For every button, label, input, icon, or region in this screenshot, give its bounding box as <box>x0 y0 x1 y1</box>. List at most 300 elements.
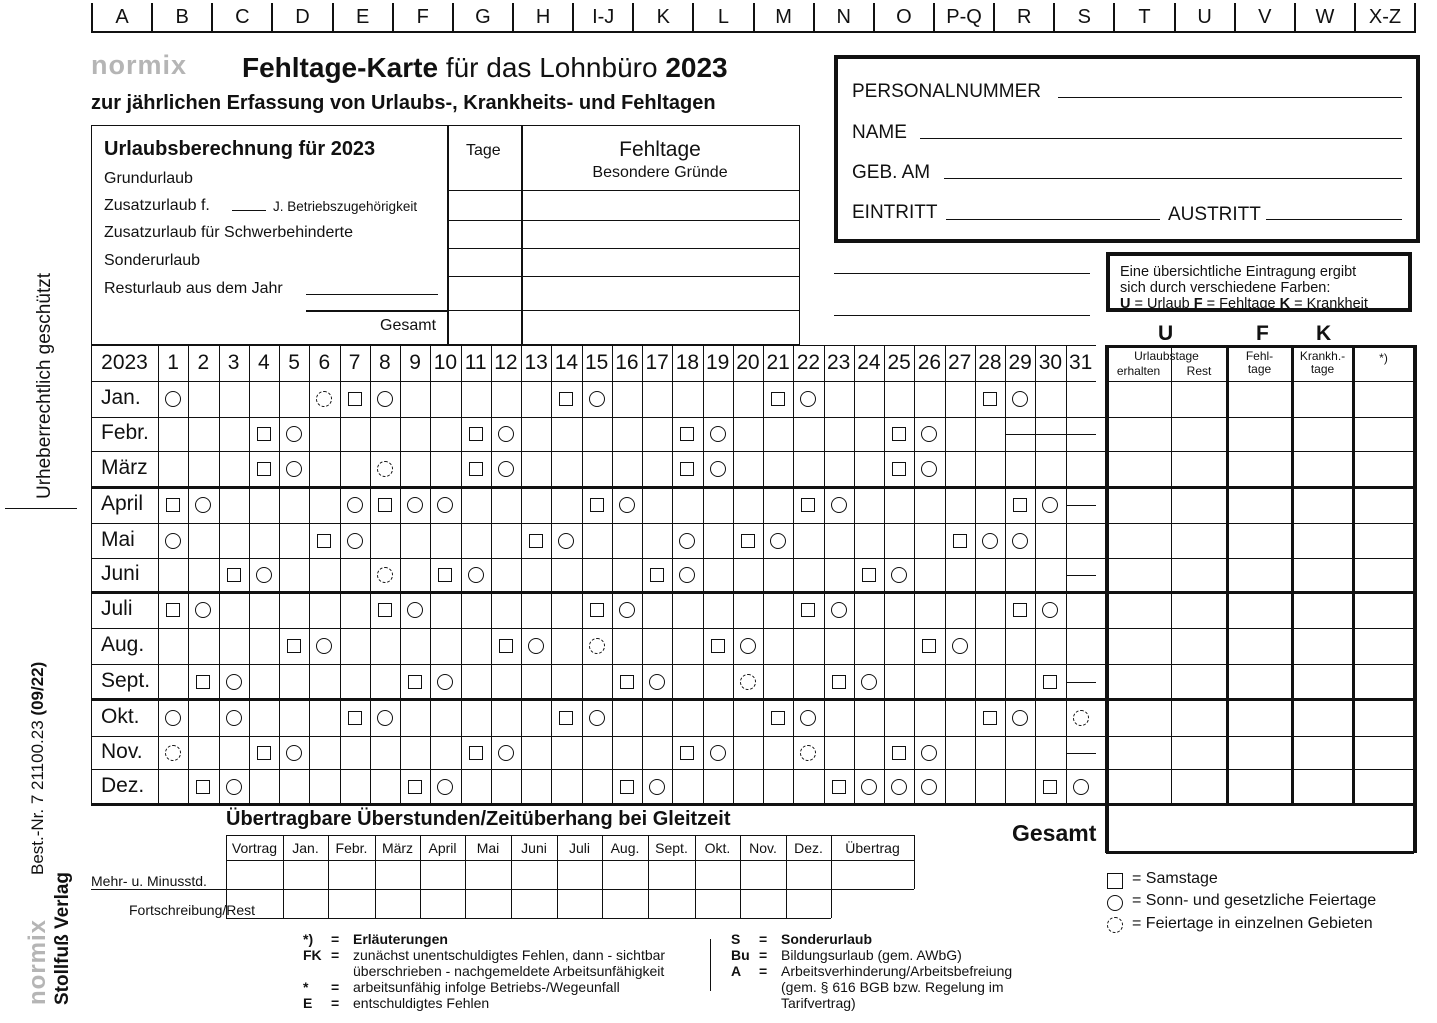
day-cell[interactable] <box>914 487 944 523</box>
day-cell[interactable] <box>340 558 370 592</box>
day-cell[interactable] <box>400 417 430 451</box>
day-cell[interactable] <box>188 769 218 804</box>
day-cell[interactable] <box>340 381 370 417</box>
day-cell[interactable] <box>1005 523 1035 558</box>
day-cell[interactable] <box>491 699 521 736</box>
name-field[interactable] <box>920 138 1402 139</box>
day-cell[interactable] <box>400 628 430 664</box>
day-cell[interactable] <box>582 664 612 699</box>
day-cell[interactable] <box>158 558 188 592</box>
day-cell[interactable] <box>279 699 309 736</box>
day-cell[interactable] <box>975 592 1005 628</box>
day-cell[interactable] <box>400 736 430 769</box>
day-cell[interactable] <box>703 523 733 558</box>
day-cell[interactable] <box>824 699 854 736</box>
day-cell[interactable] <box>521 523 551 558</box>
day-cell[interactable] <box>461 523 491 558</box>
day-cell[interactable] <box>400 523 430 558</box>
day-cell[interactable] <box>945 523 975 558</box>
day-cell[interactable] <box>733 736 763 769</box>
day-cell[interactable] <box>1035 592 1065 628</box>
day-cell[interactable] <box>249 592 279 628</box>
day-cell[interactable] <box>884 628 914 664</box>
day-cell[interactable] <box>884 417 914 451</box>
day-cell[interactable] <box>158 417 188 451</box>
day-cell[interactable] <box>279 769 309 804</box>
day-cell[interactable] <box>188 699 218 736</box>
day-cell[interactable] <box>914 523 944 558</box>
day-cell[interactable] <box>582 381 612 417</box>
day-cell[interactable] <box>279 487 309 523</box>
day-cell[interactable] <box>158 664 188 699</box>
day-cell[interactable] <box>793 417 823 451</box>
day-cell[interactable] <box>461 487 491 523</box>
day-cell[interactable] <box>975 451 1005 487</box>
overtime-cell[interactable] <box>465 860 511 889</box>
day-cell[interactable] <box>612 451 642 487</box>
day-cell[interactable] <box>188 381 218 417</box>
day-cell[interactable] <box>1066 769 1096 804</box>
fill-line[interactable] <box>232 210 266 211</box>
day-cell[interactable] <box>824 558 854 592</box>
day-cell[interactable] <box>1005 664 1035 699</box>
day-cell[interactable] <box>854 769 884 804</box>
day-cell[interactable] <box>551 451 581 487</box>
day-cell[interactable] <box>551 417 581 451</box>
day-cell[interactable] <box>249 699 279 736</box>
day-cell[interactable] <box>1035 381 1065 417</box>
day-cell[interactable] <box>793 381 823 417</box>
day-cell[interactable] <box>400 592 430 628</box>
day-cell[interactable] <box>884 769 914 804</box>
day-cell[interactable] <box>158 381 188 417</box>
day-cell[interactable] <box>279 381 309 417</box>
day-cell[interactable] <box>521 699 551 736</box>
day-cell[interactable] <box>642 558 672 592</box>
day-cell[interactable] <box>430 769 460 804</box>
day-cell[interactable] <box>219 487 249 523</box>
day-cell[interactable] <box>975 523 1005 558</box>
overtime-cell[interactable] <box>283 860 328 889</box>
day-cell[interactable] <box>612 736 642 769</box>
day-cell[interactable] <box>158 523 188 558</box>
day-cell[interactable] <box>733 417 763 451</box>
day-cell[interactable] <box>854 664 884 699</box>
day-cell[interactable] <box>188 523 218 558</box>
day-cell[interactable] <box>642 769 672 804</box>
day-cell[interactable] <box>612 769 642 804</box>
day-cell[interactable] <box>582 592 612 628</box>
day-cell[interactable] <box>975 381 1005 417</box>
day-cell[interactable] <box>370 417 400 451</box>
day-cell[interactable] <box>279 736 309 769</box>
day-cell[interactable] <box>824 592 854 628</box>
day-cell[interactable] <box>703 628 733 664</box>
day-cell[interactable] <box>884 699 914 736</box>
overtime-cell[interactable] <box>226 860 283 889</box>
day-cell[interactable] <box>309 592 339 628</box>
day-cell[interactable] <box>340 487 370 523</box>
day-cell[interactable] <box>914 664 944 699</box>
day-cell[interactable] <box>703 487 733 523</box>
day-cell[interactable] <box>642 487 672 523</box>
day-cell[interactable] <box>340 523 370 558</box>
day-cell[interactable] <box>612 664 642 699</box>
day-cell[interactable] <box>582 736 612 769</box>
day-cell[interactable] <box>854 417 884 451</box>
day-cell[interactable] <box>340 628 370 664</box>
day-cell[interactable] <box>824 417 854 451</box>
day-cell[interactable] <box>461 592 491 628</box>
eintritt-field[interactable] <box>946 219 1160 220</box>
day-cell[interactable] <box>884 664 914 699</box>
day-cell[interactable] <box>521 558 551 592</box>
day-cell[interactable] <box>340 769 370 804</box>
overtime-cell[interactable] <box>602 860 648 889</box>
day-cell[interactable] <box>430 592 460 628</box>
day-cell[interactable] <box>400 487 430 523</box>
day-cell[interactable] <box>521 592 551 628</box>
day-cell[interactable] <box>733 769 763 804</box>
day-cell[interactable] <box>219 628 249 664</box>
day-cell[interactable] <box>824 487 854 523</box>
day-cell[interactable] <box>279 451 309 487</box>
day-cell[interactable] <box>763 523 793 558</box>
day-cell[interactable] <box>551 381 581 417</box>
day-cell[interactable] <box>188 592 218 628</box>
day-cell[interactable] <box>219 592 249 628</box>
day-cell[interactable] <box>309 381 339 417</box>
day-cell[interactable] <box>1005 699 1035 736</box>
day-cell[interactable] <box>219 451 249 487</box>
day-cell[interactable] <box>340 664 370 699</box>
day-cell[interactable] <box>824 664 854 699</box>
day-cell[interactable] <box>370 699 400 736</box>
day-cell[interactable] <box>158 699 188 736</box>
day-cell[interactable] <box>945 769 975 804</box>
day-cell[interactable] <box>854 451 884 487</box>
day-cell[interactable] <box>763 664 793 699</box>
day-cell[interactable] <box>309 417 339 451</box>
day-cell[interactable] <box>824 628 854 664</box>
day-cell[interactable] <box>309 699 339 736</box>
day-cell[interactable] <box>430 487 460 523</box>
overtime-cell[interactable] <box>420 860 465 889</box>
day-cell[interactable] <box>188 628 218 664</box>
day-cell[interactable] <box>430 736 460 769</box>
day-cell[interactable] <box>914 451 944 487</box>
day-cell[interactable] <box>703 417 733 451</box>
day-cell[interactable] <box>672 558 702 592</box>
day-cell[interactable] <box>430 381 460 417</box>
day-cell[interactable] <box>642 523 672 558</box>
day-cell[interactable] <box>340 699 370 736</box>
day-cell[interactable] <box>1035 628 1065 664</box>
day-cell[interactable] <box>854 558 884 592</box>
day-cell[interactable] <box>582 487 612 523</box>
day-cell[interactable] <box>945 628 975 664</box>
day-cell[interactable] <box>370 628 400 664</box>
day-cell[interactable] <box>158 592 188 628</box>
day-cell[interactable] <box>188 417 218 451</box>
day-cell[interactable] <box>430 523 460 558</box>
day-cell[interactable] <box>188 487 218 523</box>
day-cell[interactable] <box>1005 381 1035 417</box>
day-cell[interactable] <box>733 664 763 699</box>
day-cell[interactable] <box>340 592 370 628</box>
day-cell[interactable] <box>612 592 642 628</box>
personalnummer-field[interactable] <box>1058 97 1402 98</box>
day-cell[interactable] <box>491 417 521 451</box>
day-cell[interactable] <box>158 628 188 664</box>
day-cell[interactable] <box>612 523 642 558</box>
day-cell[interactable] <box>975 699 1005 736</box>
day-cell[interactable] <box>461 628 491 664</box>
day-cell[interactable] <box>914 381 944 417</box>
day-cell[interactable] <box>824 451 854 487</box>
day-cell[interactable] <box>763 381 793 417</box>
day-cell[interactable] <box>158 451 188 487</box>
day-cell[interactable] <box>642 592 672 628</box>
day-cell[interactable] <box>400 558 430 592</box>
day-cell[interactable] <box>914 558 944 592</box>
day-cell[interactable] <box>1066 523 1096 558</box>
day-cell[interactable] <box>1066 592 1096 628</box>
day-cell[interactable] <box>793 592 823 628</box>
day-cell[interactable] <box>1005 736 1035 769</box>
day-cell[interactable] <box>612 628 642 664</box>
day-cell[interactable] <box>884 451 914 487</box>
day-cell[interactable] <box>491 558 521 592</box>
day-cell[interactable] <box>703 592 733 628</box>
day-cell[interactable] <box>854 736 884 769</box>
day-cell[interactable] <box>219 736 249 769</box>
day-cell[interactable] <box>1035 487 1065 523</box>
day-cell[interactable] <box>309 736 339 769</box>
overtime-cell[interactable] <box>375 860 420 889</box>
day-cell[interactable] <box>309 558 339 592</box>
day-cell[interactable] <box>219 664 249 699</box>
day-cell[interactable] <box>430 451 460 487</box>
day-cell[interactable] <box>1035 699 1065 736</box>
day-cell[interactable] <box>1035 736 1065 769</box>
day-cell[interactable] <box>854 628 884 664</box>
day-cell[interactable] <box>219 699 249 736</box>
day-cell[interactable] <box>884 558 914 592</box>
day-cell[interactable] <box>854 523 884 558</box>
day-cell[interactable] <box>914 736 944 769</box>
day-cell[interactable] <box>491 487 521 523</box>
day-cell[interactable] <box>975 558 1005 592</box>
day-cell[interactable] <box>945 736 975 769</box>
day-cell[interactable] <box>1035 523 1065 558</box>
day-cell[interactable] <box>491 769 521 804</box>
day-cell[interactable] <box>158 487 188 523</box>
day-cell[interactable] <box>430 699 460 736</box>
day-cell[interactable] <box>914 769 944 804</box>
day-cell[interactable] <box>249 736 279 769</box>
day-cell[interactable] <box>461 769 491 804</box>
day-cell[interactable] <box>642 451 672 487</box>
day-cell[interactable] <box>733 523 763 558</box>
day-cell[interactable] <box>672 381 702 417</box>
day-cell[interactable] <box>703 451 733 487</box>
day-cell[interactable] <box>793 628 823 664</box>
day-cell[interactable] <box>461 558 491 592</box>
day-cell[interactable] <box>219 417 249 451</box>
day-cell[interactable] <box>975 664 1005 699</box>
day-cell[interactable] <box>582 523 612 558</box>
day-cell[interactable] <box>914 628 944 664</box>
day-cell[interactable] <box>219 381 249 417</box>
day-cell[interactable] <box>975 417 1005 451</box>
day-cell[interactable] <box>975 736 1005 769</box>
day-cell[interactable] <box>219 769 249 804</box>
day-cell[interactable] <box>279 628 309 664</box>
day-cell[interactable] <box>1035 664 1065 699</box>
day-cell[interactable] <box>521 664 551 699</box>
day-cell[interactable] <box>430 664 460 699</box>
day-cell[interactable] <box>884 381 914 417</box>
day-cell[interactable] <box>370 769 400 804</box>
day-cell[interactable] <box>400 664 430 699</box>
day-cell[interactable] <box>309 523 339 558</box>
day-cell[interactable] <box>854 487 884 523</box>
day-cell[interactable] <box>279 592 309 628</box>
day-cell[interactable] <box>461 417 491 451</box>
day-cell[interactable] <box>672 451 702 487</box>
day-cell[interactable] <box>521 381 551 417</box>
day-cell[interactable] <box>703 558 733 592</box>
day-cell[interactable] <box>672 487 702 523</box>
day-cell[interactable] <box>491 381 521 417</box>
day-cell[interactable] <box>491 592 521 628</box>
day-cell[interactable] <box>370 487 400 523</box>
day-cell[interactable] <box>370 523 400 558</box>
day-cell[interactable] <box>370 558 400 592</box>
day-cell[interactable] <box>793 487 823 523</box>
day-cell[interactable] <box>491 664 521 699</box>
overtime-cell[interactable] <box>786 860 831 889</box>
day-cell[interactable] <box>521 628 551 664</box>
day-cell[interactable] <box>430 558 460 592</box>
day-cell[interactable] <box>763 628 793 664</box>
day-cell[interactable] <box>733 592 763 628</box>
day-cell[interactable] <box>551 523 581 558</box>
day-cell[interactable] <box>582 628 612 664</box>
day-cell[interactable] <box>824 381 854 417</box>
day-cell[interactable] <box>612 558 642 592</box>
day-cell[interactable] <box>914 592 944 628</box>
day-cell[interactable] <box>703 664 733 699</box>
day-cell[interactable] <box>1066 628 1096 664</box>
overtime-cell[interactable] <box>328 860 375 889</box>
day-cell[interactable] <box>491 451 521 487</box>
day-cell[interactable] <box>400 451 430 487</box>
day-cell[interactable] <box>733 558 763 592</box>
overtime-cell[interactable] <box>740 860 786 889</box>
day-cell[interactable] <box>672 523 702 558</box>
day-cell[interactable] <box>309 628 339 664</box>
day-cell[interactable] <box>793 699 823 736</box>
day-cell[interactable] <box>733 451 763 487</box>
day-cell[interactable] <box>249 769 279 804</box>
day-cell[interactable] <box>582 558 612 592</box>
day-cell[interactable] <box>551 628 581 664</box>
day-cell[interactable] <box>672 664 702 699</box>
day-cell[interactable] <box>521 736 551 769</box>
day-cell[interactable] <box>1066 699 1096 736</box>
day-cell[interactable] <box>219 558 249 592</box>
day-cell[interactable] <box>672 417 702 451</box>
day-cell[interactable] <box>521 487 551 523</box>
day-cell[interactable] <box>672 769 702 804</box>
day-cell[interactable] <box>763 487 793 523</box>
day-cell[interactable] <box>945 451 975 487</box>
day-cell[interactable] <box>884 523 914 558</box>
day-cell[interactable] <box>521 769 551 804</box>
day-cell[interactable] <box>370 664 400 699</box>
day-cell[interactable] <box>884 592 914 628</box>
day-cell[interactable] <box>188 736 218 769</box>
day-cell[interactable] <box>340 451 370 487</box>
day-cell[interactable] <box>945 487 975 523</box>
day-cell[interactable] <box>279 523 309 558</box>
day-cell[interactable] <box>340 417 370 451</box>
day-cell[interactable] <box>249 451 279 487</box>
day-cell[interactable] <box>612 417 642 451</box>
day-cell[interactable] <box>793 664 823 699</box>
day-cell[interactable] <box>793 769 823 804</box>
day-cell[interactable] <box>461 736 491 769</box>
day-cell[interactable] <box>309 664 339 699</box>
day-cell[interactable] <box>763 736 793 769</box>
day-cell[interactable] <box>491 523 521 558</box>
day-cell[interactable] <box>309 769 339 804</box>
day-cell[interactable] <box>551 769 581 804</box>
day-cell[interactable] <box>914 417 944 451</box>
overtime-cell[interactable] <box>511 860 557 889</box>
day-cell[interactable] <box>1005 628 1035 664</box>
day-cell[interactable] <box>824 769 854 804</box>
day-cell[interactable] <box>430 628 460 664</box>
day-cell[interactable] <box>279 664 309 699</box>
day-cell[interactable] <box>309 451 339 487</box>
day-cell[interactable] <box>551 699 581 736</box>
day-cell[interactable] <box>158 736 188 769</box>
day-cell[interactable] <box>703 381 733 417</box>
day-cell[interactable] <box>854 699 884 736</box>
day-cell[interactable] <box>733 628 763 664</box>
day-cell[interactable] <box>400 769 430 804</box>
day-cell[interactable] <box>249 664 279 699</box>
day-cell[interactable] <box>884 487 914 523</box>
extra-line-2[interactable] <box>834 315 1090 316</box>
overtime-cell[interactable] <box>557 860 602 889</box>
day-cell[interactable] <box>521 417 551 451</box>
day-cell[interactable] <box>309 487 339 523</box>
day-cell[interactable] <box>158 769 188 804</box>
day-cell[interactable] <box>642 417 672 451</box>
day-cell[interactable] <box>1005 592 1035 628</box>
day-cell[interactable] <box>1035 769 1065 804</box>
day-cell[interactable] <box>763 558 793 592</box>
day-cell[interactable] <box>642 381 672 417</box>
day-cell[interactable] <box>763 592 793 628</box>
day-cell[interactable] <box>461 664 491 699</box>
day-cell[interactable] <box>945 558 975 592</box>
day-cell[interactable] <box>249 523 279 558</box>
